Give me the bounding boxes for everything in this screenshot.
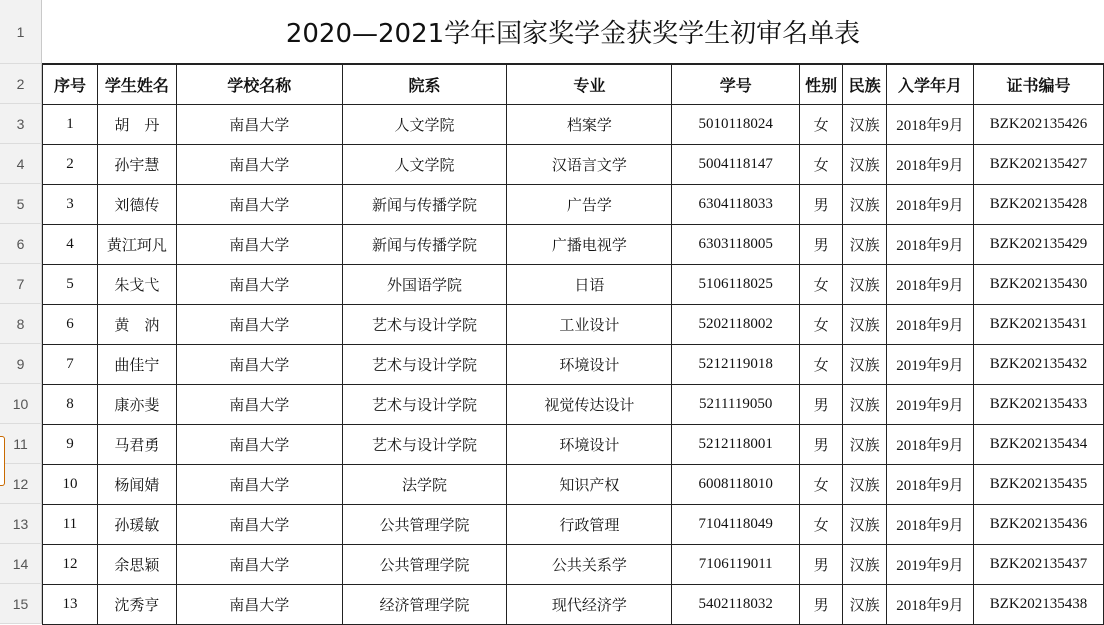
cell-major[interactable]: 现代经济学 <box>507 585 672 625</box>
cell-certificate-number[interactable]: BZK202135433 <box>974 385 1104 425</box>
header-student-name[interactable]: 学生姓名 <box>97 65 176 105</box>
cell-enrollment-date[interactable]: 2018年9月 <box>887 585 974 625</box>
cell-department[interactable]: 艺术与设计学院 <box>342 345 507 385</box>
cell-student-name[interactable]: 沈秀亨 <box>97 585 176 625</box>
cell-major[interactable]: 环境设计 <box>507 425 672 465</box>
cell-major[interactable]: 视觉传达设计 <box>507 385 672 425</box>
cell-student-name[interactable]: 胡 丹 <box>97 105 176 145</box>
table-row <box>43 305 1104 345</box>
cell-certificate-number[interactable]: BZK202135430 <box>974 265 1104 305</box>
cell-seq[interactable]: 11 <box>43 505 98 545</box>
cell-enrollment-date[interactable]: 2018年9月 <box>887 505 974 545</box>
cell-ethnicity[interactable]: 汉族 <box>843 145 887 185</box>
cell-ethnicity[interactable]: 汉族 <box>843 265 887 305</box>
cell-department[interactable]: 艺术与设计学院 <box>342 385 507 425</box>
cell-student-name[interactable]: 孙宇慧 <box>97 145 176 185</box>
cell-enrollment-date[interactable]: 2018年9月 <box>887 465 974 505</box>
cell-gender[interactable]: 男 <box>800 545 843 585</box>
cell-student-name[interactable]: 孙瑗敏 <box>97 505 176 545</box>
cell-ethnicity[interactable]: 汉族 <box>843 305 887 345</box>
header-department[interactable]: 院系 <box>342 65 507 105</box>
header-student-id[interactable]: 学号 <box>672 65 800 105</box>
cell-certificate-number[interactable]: BZK202135432 <box>974 345 1104 385</box>
row-number[interactable]: 12 <box>0 464 42 504</box>
cell-ethnicity[interactable]: 汉族 <box>843 345 887 385</box>
cell-ethnicity[interactable]: 汉族 <box>843 385 887 425</box>
cell-enrollment-date[interactable]: 2019年9月 <box>887 345 974 385</box>
cell-ethnicity[interactable]: 汉族 <box>843 505 887 545</box>
cell-seq[interactable]: 6 <box>43 305 98 345</box>
table-row <box>43 265 1104 305</box>
cell-major[interactable]: 广播电视学 <box>507 225 672 265</box>
cell-enrollment-date[interactable]: 2018年9月 <box>887 305 974 345</box>
cell-enrollment-date[interactable]: 2018年9月 <box>887 265 974 305</box>
cell-student-name[interactable]: 杨闻婧 <box>97 465 176 505</box>
cell-seq[interactable]: 9 <box>43 425 98 465</box>
cell-school-name[interactable]: 南昌大学 <box>176 385 342 425</box>
cell-ethnicity[interactable]: 汉族 <box>843 425 887 465</box>
cell-student-id[interactable]: 5004118147 <box>672 145 800 185</box>
cell-seq[interactable]: 12 <box>43 545 98 585</box>
cell-school-name[interactable]: 南昌大学 <box>176 145 342 185</box>
cell-certificate-number[interactable]: BZK202135426 <box>974 105 1104 145</box>
row-number[interactable]: 3 <box>0 104 42 144</box>
cell-seq[interactable]: 5 <box>43 265 98 305</box>
cell-department[interactable]: 人文学院 <box>342 145 507 185</box>
cell-ethnicity[interactable]: 汉族 <box>843 225 887 265</box>
row-number[interactable]: 13 <box>0 504 42 544</box>
cell-school-name[interactable]: 南昌大学 <box>176 425 342 465</box>
row-number[interactable]: 7 <box>0 264 42 304</box>
cell-school-name[interactable]: 南昌大学 <box>176 545 342 585</box>
cell-student-name[interactable]: 朱戈弋 <box>97 265 176 305</box>
row-number[interactable]: 15 <box>0 584 42 624</box>
cell-school-name[interactable]: 南昌大学 <box>176 225 342 265</box>
cell-ethnicity[interactable]: 汉族 <box>843 545 887 585</box>
cell-gender[interactable]: 女 <box>800 345 843 385</box>
cell-certificate-number[interactable]: BZK202135435 <box>974 465 1104 505</box>
cell-student-name[interactable]: 黄江珂凡 <box>97 225 176 265</box>
cell-student-id[interactable]: 7104118049 <box>672 505 800 545</box>
cell-certificate-number[interactable]: BZK202135429 <box>974 225 1104 265</box>
table-row <box>43 465 1104 505</box>
cell-major[interactable]: 日语 <box>507 265 672 305</box>
cell-department[interactable]: 人文学院 <box>342 105 507 145</box>
cell-enrollment-date[interactable]: 2018年9月 <box>887 225 974 265</box>
cell-student-id[interactable]: 5202118002 <box>672 305 800 345</box>
cell-gender[interactable]: 女 <box>800 465 843 505</box>
row-number[interactable]: 4 <box>0 144 42 184</box>
cell-student-id[interactable]: 5402118032 <box>672 585 800 625</box>
cell-major[interactable]: 行政管理 <box>507 505 672 545</box>
row-number[interactable]: 2 <box>0 64 42 104</box>
cell-gender[interactable]: 女 <box>800 145 843 185</box>
cell-seq[interactable]: 8 <box>43 385 98 425</box>
cell-school-name[interactable]: 南昌大学 <box>176 465 342 505</box>
cell-major[interactable]: 公共关系学 <box>507 545 672 585</box>
cell-certificate-number[interactable]: BZK202135427 <box>974 145 1104 185</box>
scholarship-table <box>42 64 1104 625</box>
cell-certificate-number[interactable]: BZK202135436 <box>974 505 1104 545</box>
cell-student-id[interactable]: 5106118025 <box>672 265 800 305</box>
cell-seq[interactable]: 3 <box>43 185 98 225</box>
cell-department[interactable]: 经济管理学院 <box>342 585 507 625</box>
row-selection-marker[interactable] <box>0 436 5 486</box>
cell-gender[interactable]: 男 <box>800 385 843 425</box>
cell-certificate-number[interactable]: BZK202135428 <box>974 185 1104 225</box>
cell-school-name[interactable]: 南昌大学 <box>176 305 342 345</box>
cell-student-name[interactable]: 黄 汭 <box>97 305 176 345</box>
sheet-title[interactable]: 2020—2021学年国家奖学金获奖学生初审名单表 <box>42 0 1104 64</box>
cell-enrollment-date[interactable]: 2018年9月 <box>887 105 974 145</box>
cell-student-id[interactable]: 7106119011 <box>672 545 800 585</box>
row-number[interactable]: 1 <box>0 0 42 64</box>
cell-student-id[interactable]: 5010118024 <box>672 105 800 145</box>
table-row <box>43 505 1104 545</box>
cell-major[interactable]: 档案学 <box>507 105 672 145</box>
cell-department[interactable]: 新闻与传播学院 <box>342 225 507 265</box>
table-row <box>43 345 1104 385</box>
cell-seq[interactable]: 2 <box>43 145 98 185</box>
cell-department[interactable]: 公共管理学院 <box>342 505 507 545</box>
header-enrollment-date[interactable]: 入学年月 <box>887 65 974 105</box>
cell-seq[interactable]: 13 <box>43 585 98 625</box>
cell-department[interactable]: 外国语学院 <box>342 265 507 305</box>
table-row <box>43 545 1104 585</box>
row-number[interactable]: 14 <box>0 544 42 584</box>
cell-department[interactable]: 公共管理学院 <box>342 545 507 585</box>
cell-student-name[interactable]: 刘德传 <box>97 185 176 225</box>
row-number[interactable]: 10 <box>0 384 42 424</box>
cell-school-name[interactable]: 南昌大学 <box>176 185 342 225</box>
cell-department[interactable]: 艺术与设计学院 <box>342 305 507 345</box>
cell-gender[interactable]: 男 <box>800 185 843 225</box>
cell-school-name[interactable]: 南昌大学 <box>176 265 342 305</box>
cell-major[interactable]: 汉语言文学 <box>507 145 672 185</box>
cell-student-name[interactable]: 马君勇 <box>97 425 176 465</box>
row-number[interactable]: 11 <box>0 424 42 464</box>
table-row <box>43 585 1104 625</box>
header-school-name[interactable]: 学校名称 <box>176 65 342 105</box>
cell-student-name[interactable]: 余思颖 <box>97 545 176 585</box>
cell-department[interactable]: 法学院 <box>342 465 507 505</box>
cell-major[interactable]: 广告学 <box>507 185 672 225</box>
row-number[interactable]: 9 <box>0 344 42 384</box>
cell-certificate-number[interactable]: BZK202135434 <box>974 425 1104 465</box>
cell-certificate-number[interactable]: BZK202135438 <box>974 585 1104 625</box>
cell-major[interactable]: 知识产权 <box>507 465 672 505</box>
table-row <box>43 145 1104 185</box>
cell-student-id[interactable]: 6008118010 <box>672 465 800 505</box>
cell-major[interactable]: 工业设计 <box>507 305 672 345</box>
header-ethnicity[interactable]: 民族 <box>843 65 887 105</box>
cell-department[interactable]: 新闻与传播学院 <box>342 185 507 225</box>
cell-gender[interactable]: 女 <box>800 265 843 305</box>
cell-gender[interactable]: 女 <box>800 105 843 145</box>
cell-enrollment-date[interactable]: 2018年9月 <box>887 185 974 225</box>
cell-enrollment-date[interactable]: 2019年9月 <box>887 385 974 425</box>
cell-school-name[interactable]: 南昌大学 <box>176 585 342 625</box>
cell-school-name[interactable]: 南昌大学 <box>176 505 342 545</box>
cell-enrollment-date[interactable]: 2019年9月 <box>887 545 974 585</box>
row-number[interactable]: 8 <box>0 304 42 344</box>
header-major[interactable]: 专业 <box>507 65 672 105</box>
cell-seq[interactable]: 1 <box>43 105 98 145</box>
cell-gender[interactable]: 男 <box>800 425 843 465</box>
cell-student-name[interactable]: 康亦斐 <box>97 385 176 425</box>
cell-enrollment-date[interactable]: 2018年9月 <box>887 425 974 465</box>
cell-school-name[interactable]: 南昌大学 <box>176 345 342 385</box>
cell-certificate-number[interactable]: BZK202135431 <box>974 305 1104 345</box>
cell-student-name[interactable]: 曲佳宁 <box>97 345 176 385</box>
header-gender[interactable]: 性别 <box>800 65 843 105</box>
table-row <box>43 225 1104 265</box>
header-seq[interactable]: 序号 <box>43 65 98 105</box>
table-row <box>43 105 1104 145</box>
cell-major[interactable]: 环境设计 <box>507 345 672 385</box>
table-row <box>43 385 1104 425</box>
cell-student-id[interactable]: 6304118033 <box>672 185 800 225</box>
cell-gender[interactable]: 男 <box>800 585 843 625</box>
cell-ethnicity[interactable]: 汉族 <box>843 185 887 225</box>
row-number[interactable]: 5 <box>0 184 42 224</box>
cell-ethnicity[interactable]: 汉族 <box>843 465 887 505</box>
cell-student-id[interactable]: 5211119050 <box>672 385 800 425</box>
cell-seq[interactable]: 10 <box>43 465 98 505</box>
cell-seq[interactable]: 7 <box>43 345 98 385</box>
cell-enrollment-date[interactable]: 2018年9月 <box>887 145 974 185</box>
cell-school-name[interactable]: 南昌大学 <box>176 105 342 145</box>
cell-student-id[interactable]: 6303118005 <box>672 225 800 265</box>
cell-gender[interactable]: 男 <box>800 225 843 265</box>
cell-seq[interactable]: 4 <box>43 225 98 265</box>
cell-student-id[interactable]: 5212119018 <box>672 345 800 385</box>
table-row <box>43 185 1104 225</box>
cell-student-id[interactable]: 5212118001 <box>672 425 800 465</box>
cell-gender[interactable]: 女 <box>800 305 843 345</box>
header-row <box>43 65 1104 105</box>
cell-ethnicity[interactable]: 汉族 <box>843 105 887 145</box>
header-certificate-number[interactable]: 证书编号 <box>974 65 1104 105</box>
cell-department[interactable]: 艺术与设计学院 <box>342 425 507 465</box>
table-row <box>43 425 1104 465</box>
cell-ethnicity[interactable]: 汉族 <box>843 585 887 625</box>
cell-certificate-number[interactable]: BZK202135437 <box>974 545 1104 585</box>
row-number[interactable]: 6 <box>0 224 42 264</box>
cell-gender[interactable]: 女 <box>800 505 843 545</box>
